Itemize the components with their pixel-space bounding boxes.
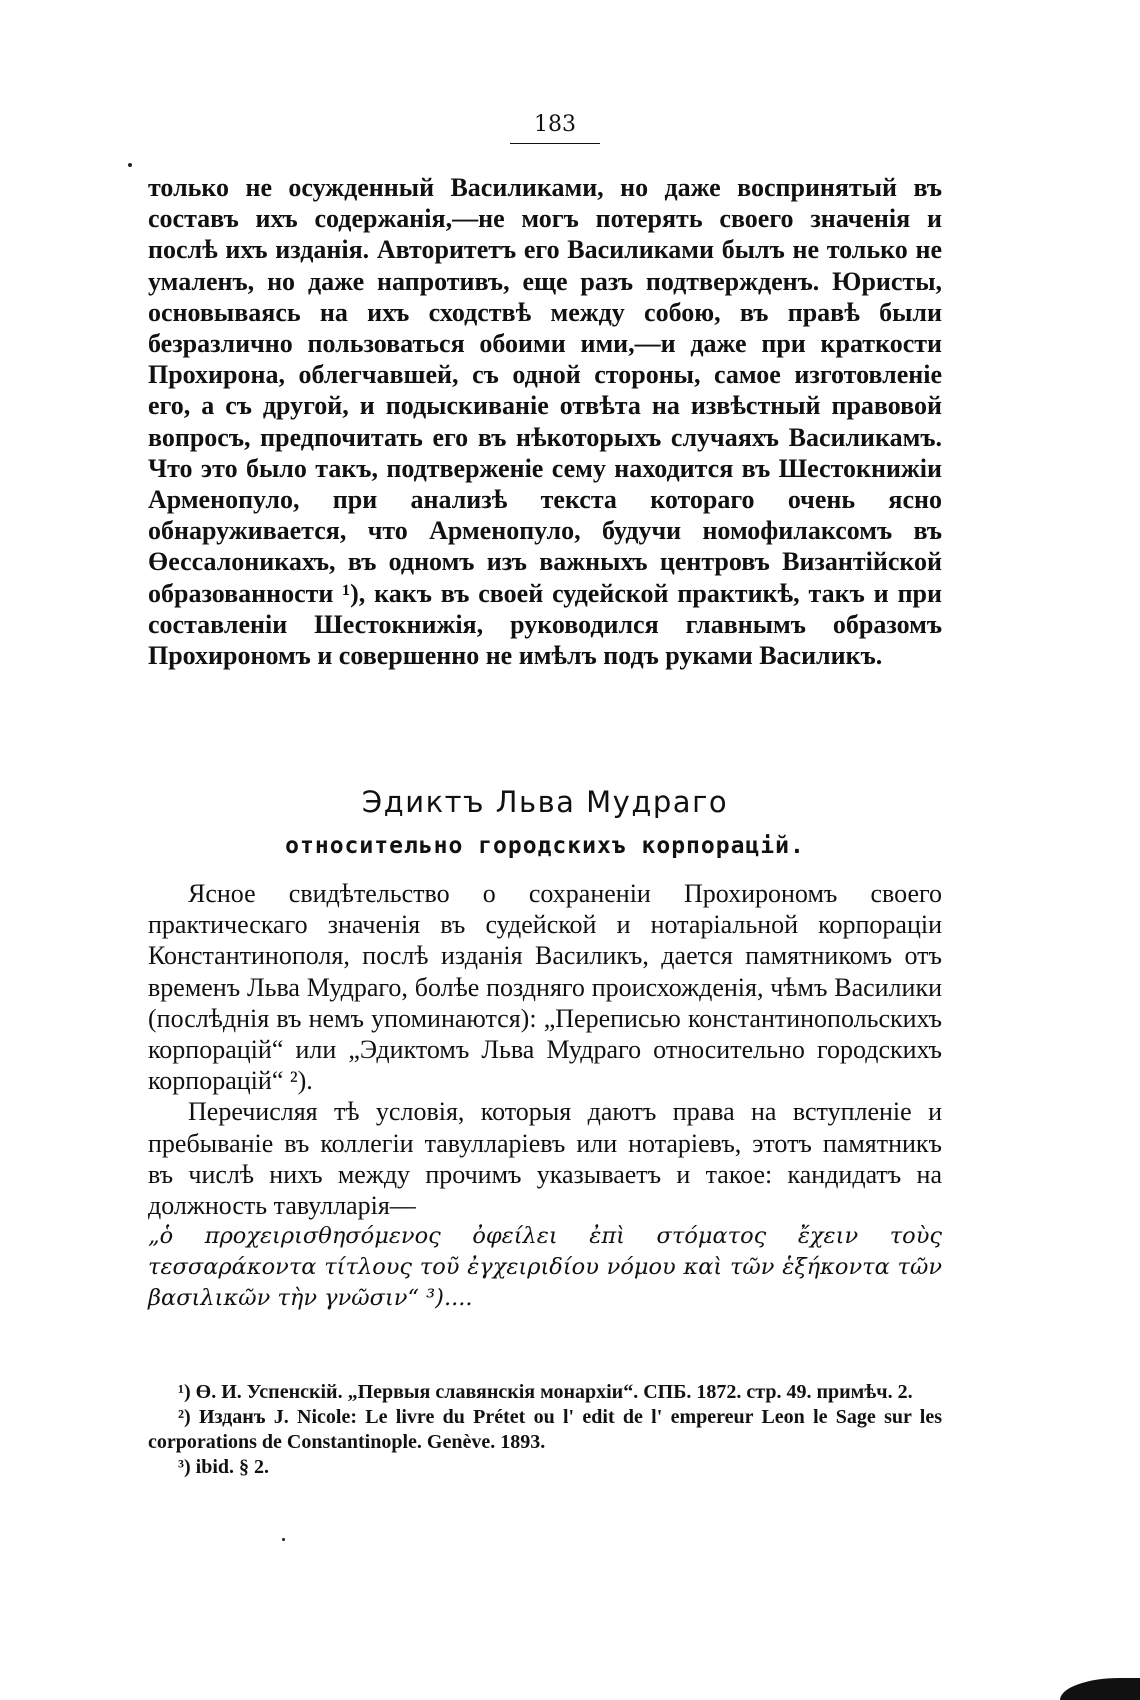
section-heading: Эдиктъ Льва Мудраго <box>361 785 729 819</box>
section-subheading: относительно городскихъ корпорацій. <box>285 833 805 859</box>
greek-quote: „ὁ προχειρισθησόμενος ὀφείλει ἐπὶ στόματος ἔχειν τοὺς τεσσαράκοντα τίτλους τοῦ ἐγχειριδίου νόμου καὶ τῶν ἑξήκοντα τῶν βασιλικῶν τὴν γνῶσιν“ ³).... <box>148 1223 942 1312</box>
paragraph-3: Перечисляя тѣ условія, которыя даютъ права на вступленіе и пребываніе въ коллегіи тавулларіевъ или нотаріевъ, этотъ памятникъ въ числѣ нихъ между прочимъ указываетъ и такое: кандидатъ на должность тавулларія— <box>148 1097 942 1221</box>
body-text-top <box>148 172 942 671</box>
footnote-3: ³) ibid. § 2. <box>178 1456 270 1478</box>
scan-speck <box>282 1538 285 1541</box>
scan-edge-mark <box>1060 1678 1140 1700</box>
page-number: 183 <box>510 112 600 144</box>
paragraph-1: только не осужденный Василиками, но даже воспринятый въ составъ ихъ содержанія,—не могъ потерять своего значенія и послѣ ихъ изданія. Авторитетъ его Василиками былъ не только не умаленъ, но даже напротивъ, еще разъ подтвержденъ. Юристы, основываясь на ихъ сходствѣ между собою, въ правѣ были безразлично пользоваться обоими ими,—и даже при краткости Прохирона, облегчавшей, съ одной стороны, самое изготовленіе его, а съ другой, и подыскиваніе отвѣта на извѣстный правовой вопросъ, предпочитать его въ нѣкоторыхъ случаяхъ Василикамъ. Что это было такъ, подтверженіе сему находится въ Шестокнижіи Арменопуло, при анализѣ текста котораго очень ясно обнаруживается, что Арменопуло, будучи номофилаксомъ въ Өессалоникахъ, въ одномъ изъ важныхъ центровъ Византійской образованности ¹), какъ въ своей судейской практикѣ, такъ и при составленіи Шестокнижія, руководился главнымъ образомъ Прохирономъ и совершенно не имѣлъ подъ руками Василикъ. <box>148 173 942 671</box>
footnote-2: ²) Изданъ J. Nicole: Le livre du Prétet ou l' edit de l' empereur Leon le Sage sur les corporations de Constantinople. Genève. 1893. <box>148 1406 942 1453</box>
scan-speck <box>128 163 132 167</box>
paragraph-2: Ясное свидѣтельство о сохраненіи Прохирономъ своего практическаго значенія въ судейской и нотаріальной корпораціи Константинополя, послѣ изданія Василикъ, дается памятникомъ отъ временъ Льва Мудраго, болѣе поздняго происхожденія, чѣмъ Василики (послѣднія въ немъ упоминаются): „Переписью константинопольскихъ корпорацій“ или „Эдиктомъ Льва Мудраго относительно городскихъ корпорацій“ ²). <box>148 879 942 1096</box>
footnote-1: ¹) Ө. И. Успенскій. „Первыя славянскія монархіи“. СПБ. 1872. стр. 49. примѣч. 2. <box>178 1381 913 1403</box>
body-text-section <box>148 878 942 1314</box>
footnotes <box>148 1380 942 1480</box>
